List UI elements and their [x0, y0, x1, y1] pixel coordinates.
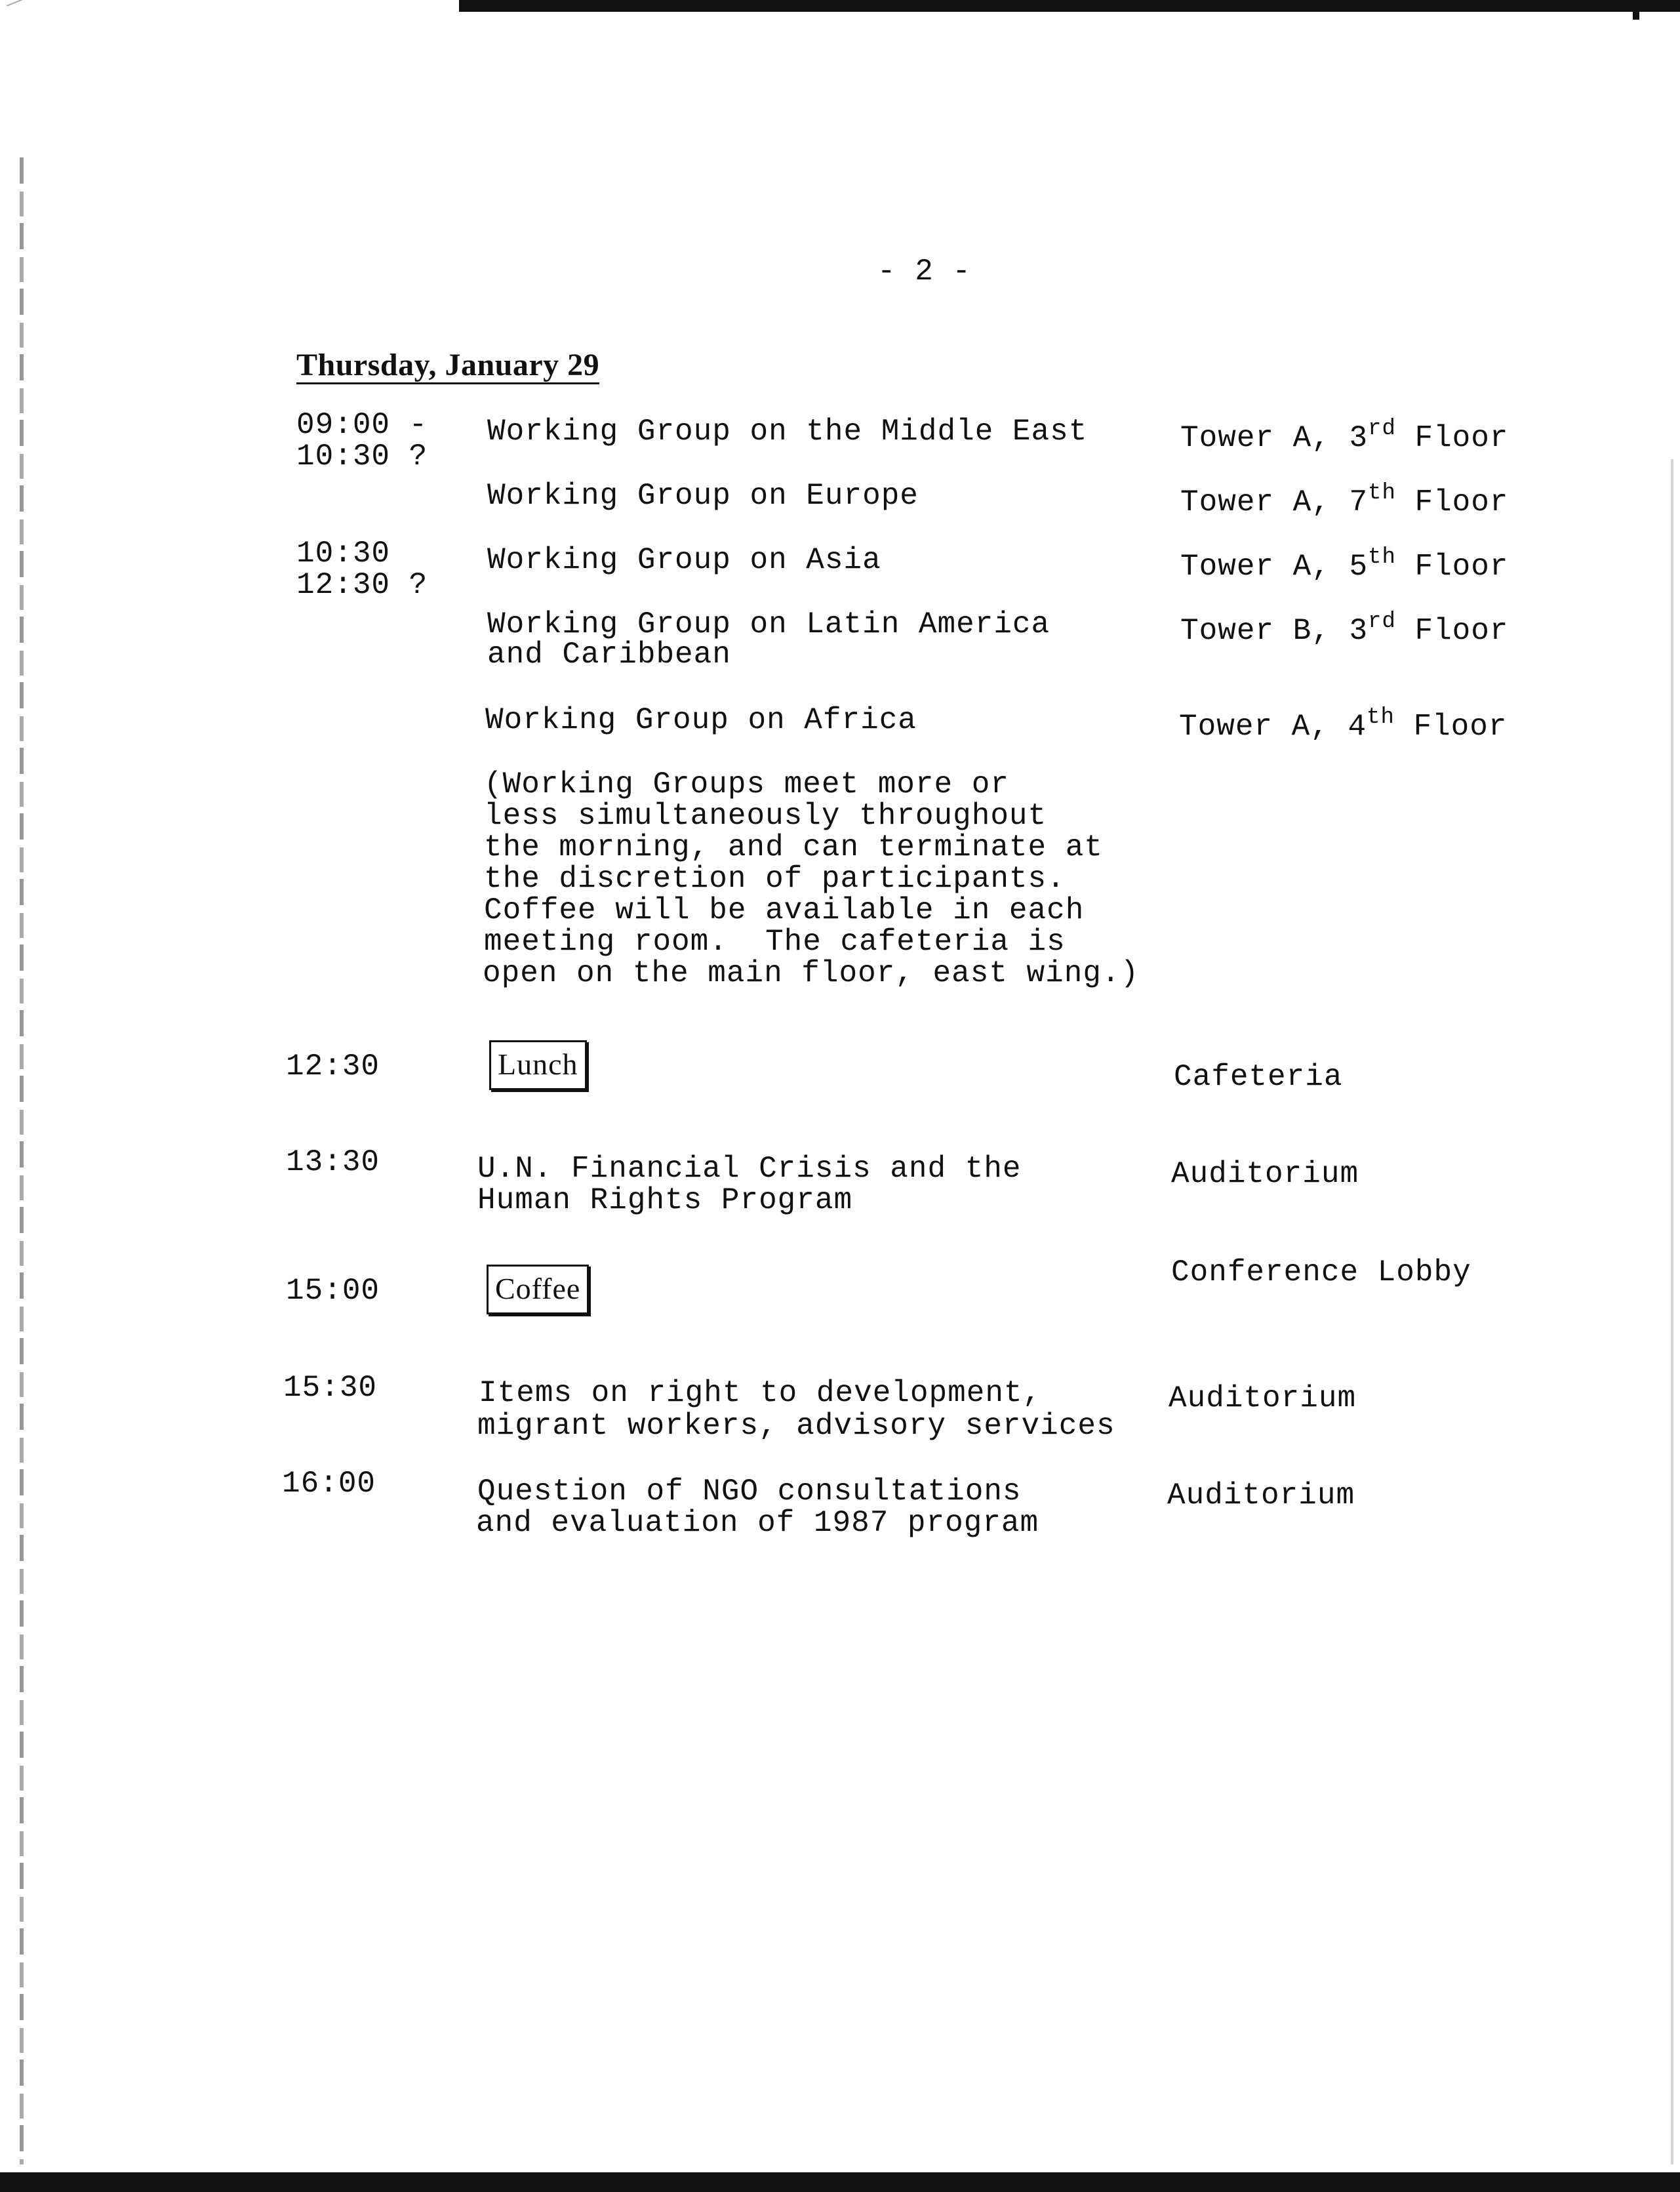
session-title: Working Group on the Middle East — [487, 415, 1088, 449]
scan-edge-mark — [1633, 0, 1639, 20]
location-lobby: Conference Lobby — [1171, 1255, 1471, 1289]
session-location: Tower A, 5th Floor — [1180, 545, 1509, 584]
session-title-cont: and Caribbean — [487, 638, 731, 672]
location-auditorium: Auditorium — [1169, 1381, 1357, 1415]
scan-edge-bottom — [0, 2172, 1680, 2192]
session-title: Working Group on Asia — [487, 543, 881, 577]
event-title-cont: migrant workers, advisory services — [477, 1409, 1115, 1443]
session-location: Tower A, 4th Floor — [1179, 705, 1508, 744]
time-1330: 13:30 — [286, 1145, 380, 1179]
session-location: Tower A, 7th Floor — [1180, 481, 1509, 519]
scan-edge-left — [20, 157, 24, 2164]
time-1600: 16:00 — [282, 1467, 376, 1501]
time-lunch: 12:30 — [286, 1049, 380, 1084]
session-title: Working Group on Latin America — [487, 607, 1050, 641]
page-number: - 2 - — [877, 254, 972, 289]
session-title: Working Group on Europe — [487, 479, 919, 513]
coffee-box: Coffee — [487, 1265, 589, 1314]
event-title: Question of NGO consultations — [477, 1474, 1022, 1509]
event-title: U.N. Financial Crisis and the — [477, 1152, 1022, 1186]
event-title-cont: and evaluation of 1987 program — [476, 1506, 1039, 1540]
note-line: less simultaneously throughout — [484, 799, 1047, 833]
session-location: Tower A, 3rd Floor — [1180, 416, 1509, 455]
session-title: Working Group on Africa — [485, 703, 917, 737]
note-line: Coffee will be available in each — [484, 893, 1085, 927]
date-heading: Thursday, January 29 — [296, 350, 599, 384]
scan-edge-right — [1671, 459, 1673, 2164]
note-line: the discretion of participants. — [484, 862, 1066, 896]
time-start-2: 10:30 — [296, 537, 391, 571]
note-line: the morning, and can terminate at — [484, 830, 1103, 864]
corner-mark — [7, 0, 71, 31]
scan-edge-top — [459, 0, 1680, 12]
event-title-cont: Human Rights Program — [477, 1183, 853, 1217]
time-1530: 15:30 — [283, 1371, 378, 1405]
event-title: Items on right to development, — [479, 1376, 1042, 1410]
lunch-box: Lunch — [489, 1040, 587, 1090]
session-location: Tower B, 3rd Floor — [1180, 609, 1509, 648]
time-end-1: 10:30 ? — [296, 439, 428, 474]
location-cafeteria: Cafeteria — [1174, 1060, 1343, 1094]
location-auditorium: Auditorium — [1167, 1478, 1355, 1512]
note-line: meeting room. The cafeteria is — [484, 925, 1066, 959]
time-end-2: 12:30 ? — [296, 568, 428, 602]
note-line: open on the main floor, east wing.) — [483, 956, 1140, 990]
location-auditorium: Auditorium — [1171, 1157, 1359, 1191]
note-line: (Working Groups meet more or — [484, 767, 1009, 802]
time-start-1: 09:00 - — [296, 408, 428, 442]
time-coffee: 15:00 — [286, 1274, 380, 1308]
